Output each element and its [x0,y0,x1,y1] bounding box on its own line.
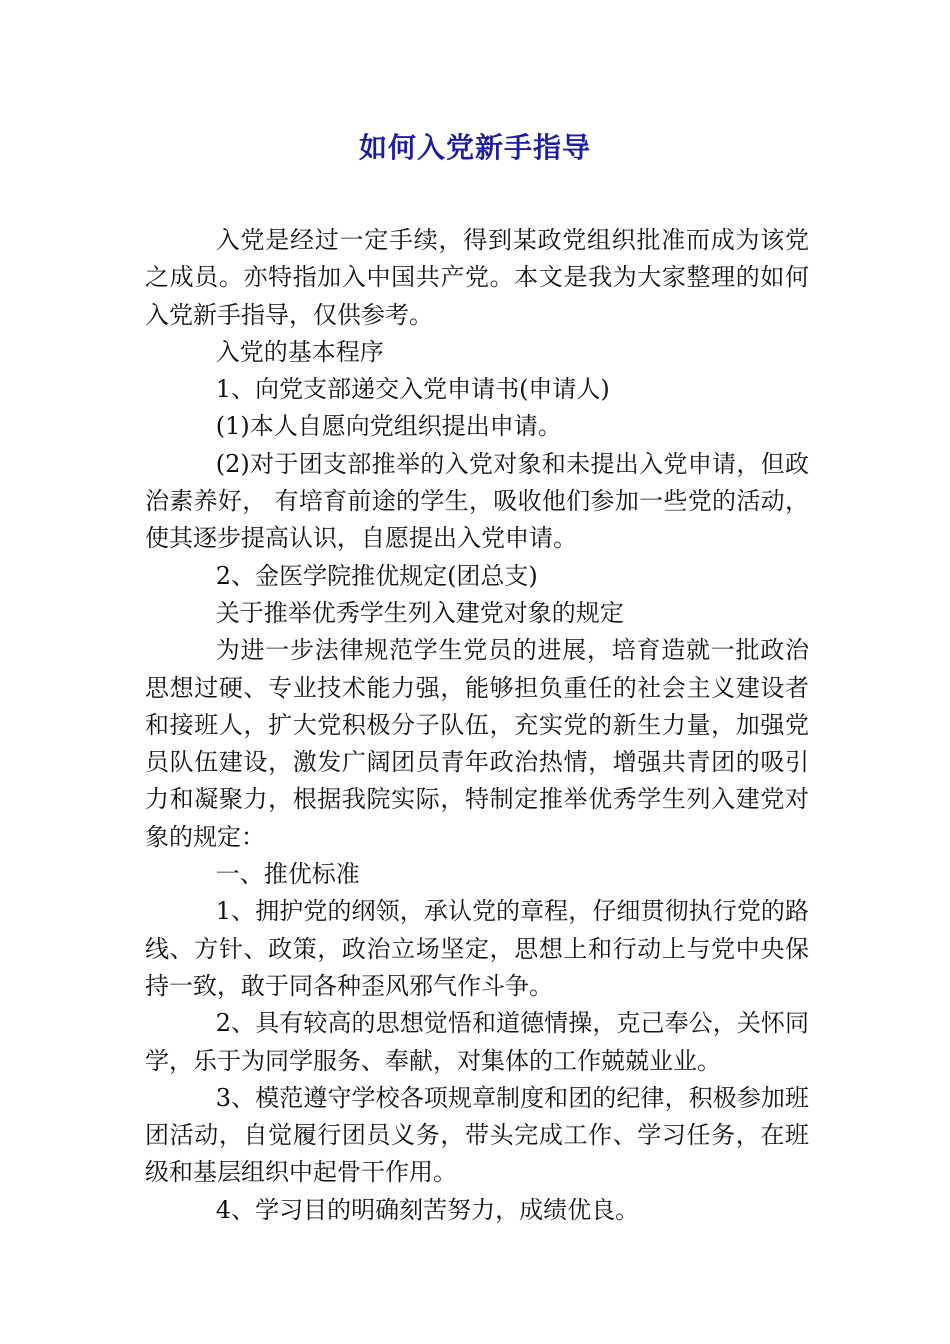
regulation-title: 关于推举优秀学生列入建党对象的规定 [215,598,624,627]
step-2-heading: 2、金医学院推优规定(团总支) [215,561,538,590]
step-1-heading: 1、向党支部递交入党申请书(申请人) [215,375,610,404]
section-heading-procedure: 入党的基本程序 [215,337,384,366]
criteria-item-3: 3、模范遵守学校各项规章制度和团的纪律，积极参加班团活动，自觉履行团员义务，带头完成工作、学习任务，在班级和基层组织中起骨干作用。 [145,1083,809,1187]
step-1-item-2: (2)对于团支部推举的入党对象和未提出入党申请，但政治素养好， 有培育前途的学生，吸收他们参加一些党的活动，使其逐步提高认识，自愿提出入党申请。 [145,449,809,553]
criteria-item-1: 1、拥护党的纲领，承认党的章程，仔细贯彻执行党的路线、方针、政策，政治立场坚定，思想上和行动上与党中央保持一致，敢于同各种歪风邪气作斗争。 [145,897,809,1000]
regulation-preamble: 为进一步法律规范学生党员的进展，培育造就一批政治思想过硬、专业技术能力强，能够担负重任的社会主义建设者和接班人，扩大党积极分子队伍，充实党的新生力量，加强党员队伍建设，激发广阔团员青年政治热情，增强共青团的吸引力和凝聚力，根据我院实际，特制定推举优秀学生列入建党对象的规定： [145,636,809,851]
paragraph-intro: 入党是经过一定手续，得到某政党组织批准而成为该党之成员。亦特指加入中国共产党。本文是我为大家整理的如何入党新手指导，仅供参考。 [145,226,809,329]
document-title: 如何入党新手指导 [358,131,591,164]
document-body [145,222,809,1229]
step-1-item-1: (1)本人自愿向党组织提出申请。 [215,412,562,441]
criteria-item-4: 4、学习目的明确刻苦努力，成绩优良。 [215,1195,640,1224]
criteria-item-2: 2、具有较高的思想觉悟和道德情操，克己奉公，关怀同学，乐于为同学服务、奉献，对集体的工作兢兢业业。 [145,1009,809,1075]
section-heading-criteria: 一、推优标准 [215,860,360,889]
